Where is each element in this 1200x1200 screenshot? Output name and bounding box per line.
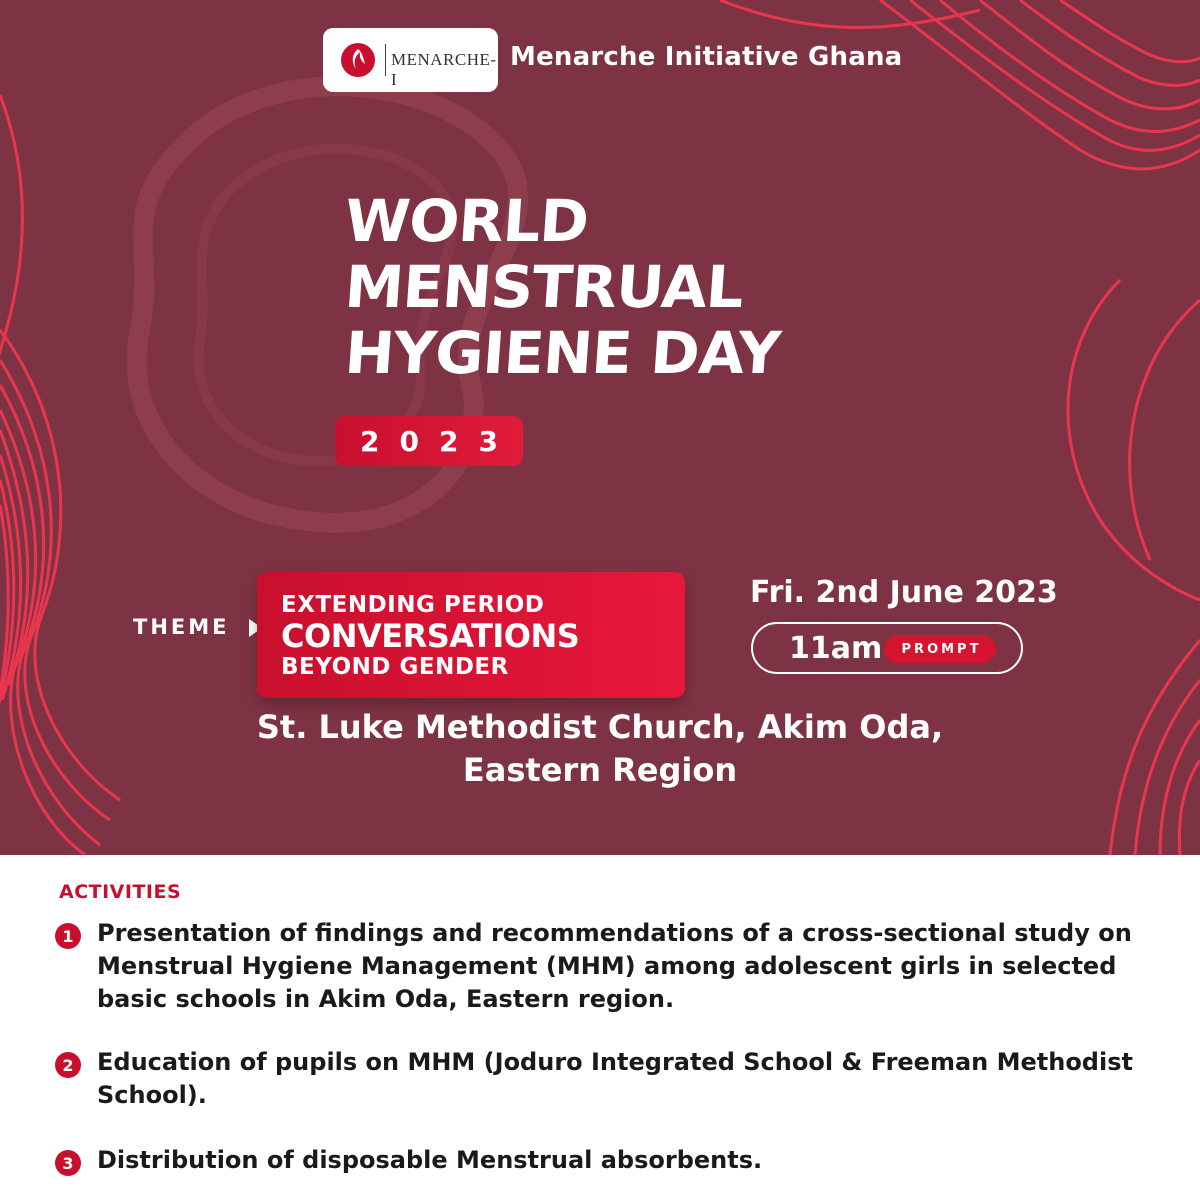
organization-name: Menarche Initiative Ghana — [510, 42, 903, 72]
logo-divider — [385, 44, 386, 76]
year-badge — [335, 416, 523, 466]
prompt-text: PROMPT — [901, 641, 982, 657]
logo-card — [323, 28, 498, 92]
title-line-2: MENSTRUAL — [342, 253, 746, 321]
activity-text: Presentation of findings and recommendations of a cross-sectional study on Menstrual Hygiene Management (MHM) among adolescent girls in selected basic schools in Akim Oda, Eastern region. — [97, 919, 1132, 1013]
theme-line-3: BEYOND GENDER — [281, 654, 509, 680]
title-line-3: HYGIENE DAY — [342, 319, 783, 387]
number-badge-icon: 2 — [55, 1052, 81, 1078]
theme-box — [257, 572, 685, 698]
activities-heading: ACTIVITIES — [59, 881, 182, 903]
logo-text: MENARCHE-I — [391, 50, 497, 89]
theme-label: THEME — [133, 615, 230, 639]
event-time: 11am — [789, 631, 883, 666]
activity-text: Distribution of disposable Menstrual absorbents. — [97, 1146, 763, 1174]
theme-line-2: CONVERSATIONS — [281, 617, 580, 655]
title-line-1: WORLD — [342, 187, 591, 255]
time-pill — [751, 622, 1023, 674]
number-badge-icon: 1 — [55, 923, 81, 949]
activities-section — [0, 855, 1200, 1200]
event-date: Fri. 2nd June 2023 — [750, 575, 1058, 610]
menarche-logo-icon — [340, 42, 376, 78]
theme-line-1: EXTENDING PERIOD — [281, 592, 545, 618]
prompt-badge — [884, 635, 996, 663]
activity-text: Education of pupils on MHM (Joduro Integrated School & Freeman Methodist School). — [97, 1048, 1133, 1109]
venue-line-2: Eastern Region — [462, 751, 738, 789]
venue-line-1: St. Luke Methodist Church, Akim Oda, — [256, 708, 944, 746]
event-title — [342, 187, 783, 387]
event-venue — [0, 706, 1200, 792]
number-badge-icon: 3 — [55, 1150, 81, 1176]
year-text: 2023 — [360, 424, 518, 458]
